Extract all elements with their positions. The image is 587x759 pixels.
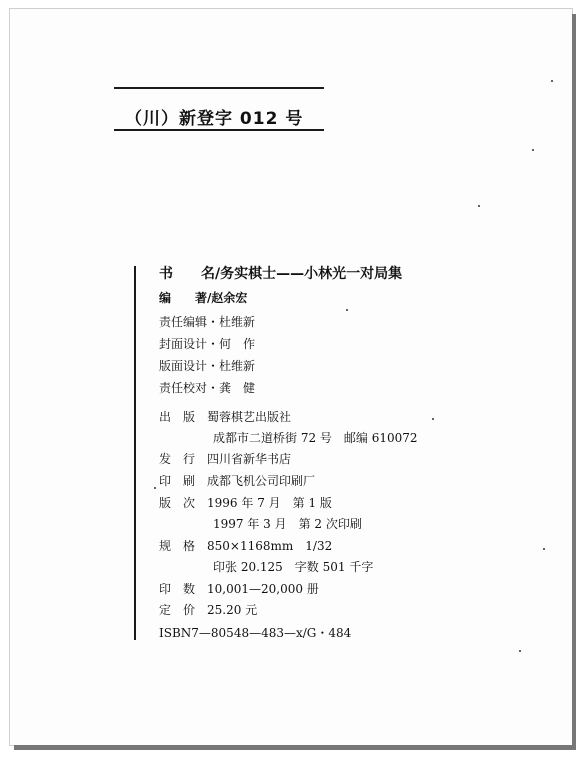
- layout-design-row: 版面设计・杜维新: [159, 359, 256, 373]
- book-title-row: [159, 267, 402, 281]
- sheets-row: 印张 20.125 字数 501 千字: [213, 560, 374, 574]
- scan-speck: [519, 650, 521, 652]
- book-title-label: 书 名: [159, 266, 215, 282]
- printer-row: [159, 474, 315, 488]
- distributor-value: 四川省新华书店: [207, 452, 292, 466]
- scan-speck: [154, 487, 156, 489]
- format-value: 850×1168mm 1/32: [207, 539, 333, 553]
- edition-value: 1996 年 7 月 第 1 版: [207, 496, 332, 510]
- price-label: 定 价: [159, 603, 196, 617]
- author-row: [159, 291, 247, 305]
- edition-row: [159, 496, 332, 510]
- price-value: 25.20 元: [207, 603, 258, 617]
- distributor-row: [159, 452, 291, 466]
- distributor-label: 发 行: [159, 452, 196, 466]
- registration-number: （川）新登字 012 号: [125, 109, 304, 129]
- scan-speck: [432, 418, 434, 420]
- editor-row: 责任编辑・杜维新: [159, 315, 256, 329]
- price-row: [159, 603, 257, 617]
- publisher-value: 蜀蓉棋艺出版社: [207, 410, 292, 424]
- print-run-row: [159, 582, 319, 596]
- printer-label: 印 刷: [159, 474, 196, 488]
- vertical-rule: [134, 266, 136, 640]
- format-label: 规 格: [159, 539, 196, 553]
- book-title-value: /务实棋士——小林光一对局集: [215, 266, 403, 282]
- publisher-row: [159, 410, 291, 424]
- scan-speck: [532, 149, 534, 151]
- author-label: 编 著: [159, 291, 208, 305]
- reprint-row: 1997 年 3 月 第 2 次印刷: [213, 517, 362, 531]
- address-row: 成都市二道桥街 72 号 邮编 610072: [213, 431, 418, 445]
- cover-design-row: 封面设计・何 作: [159, 337, 256, 351]
- author-value: /赵余宏: [207, 291, 248, 305]
- format-row: [159, 539, 332, 553]
- print-run-label: 印 数: [159, 582, 196, 596]
- proofreader-row: 责任校对・龚 健: [159, 381, 256, 395]
- publisher-label: 出 版: [159, 410, 196, 424]
- edition-label: 版 次: [159, 496, 196, 510]
- scan-speck: [543, 548, 545, 550]
- printer-value: 成都飞机公司印刷厂: [207, 474, 316, 488]
- top-rule: [114, 87, 324, 89]
- isbn-row: ISBN7—80548—483—x/G・484: [159, 626, 352, 640]
- scan-speck: [551, 80, 553, 82]
- scan-speck: [346, 309, 348, 311]
- print-run-value: 10,001—20,000 册: [207, 582, 319, 596]
- scan-speck: [478, 205, 480, 207]
- bottom-rule: [114, 129, 324, 131]
